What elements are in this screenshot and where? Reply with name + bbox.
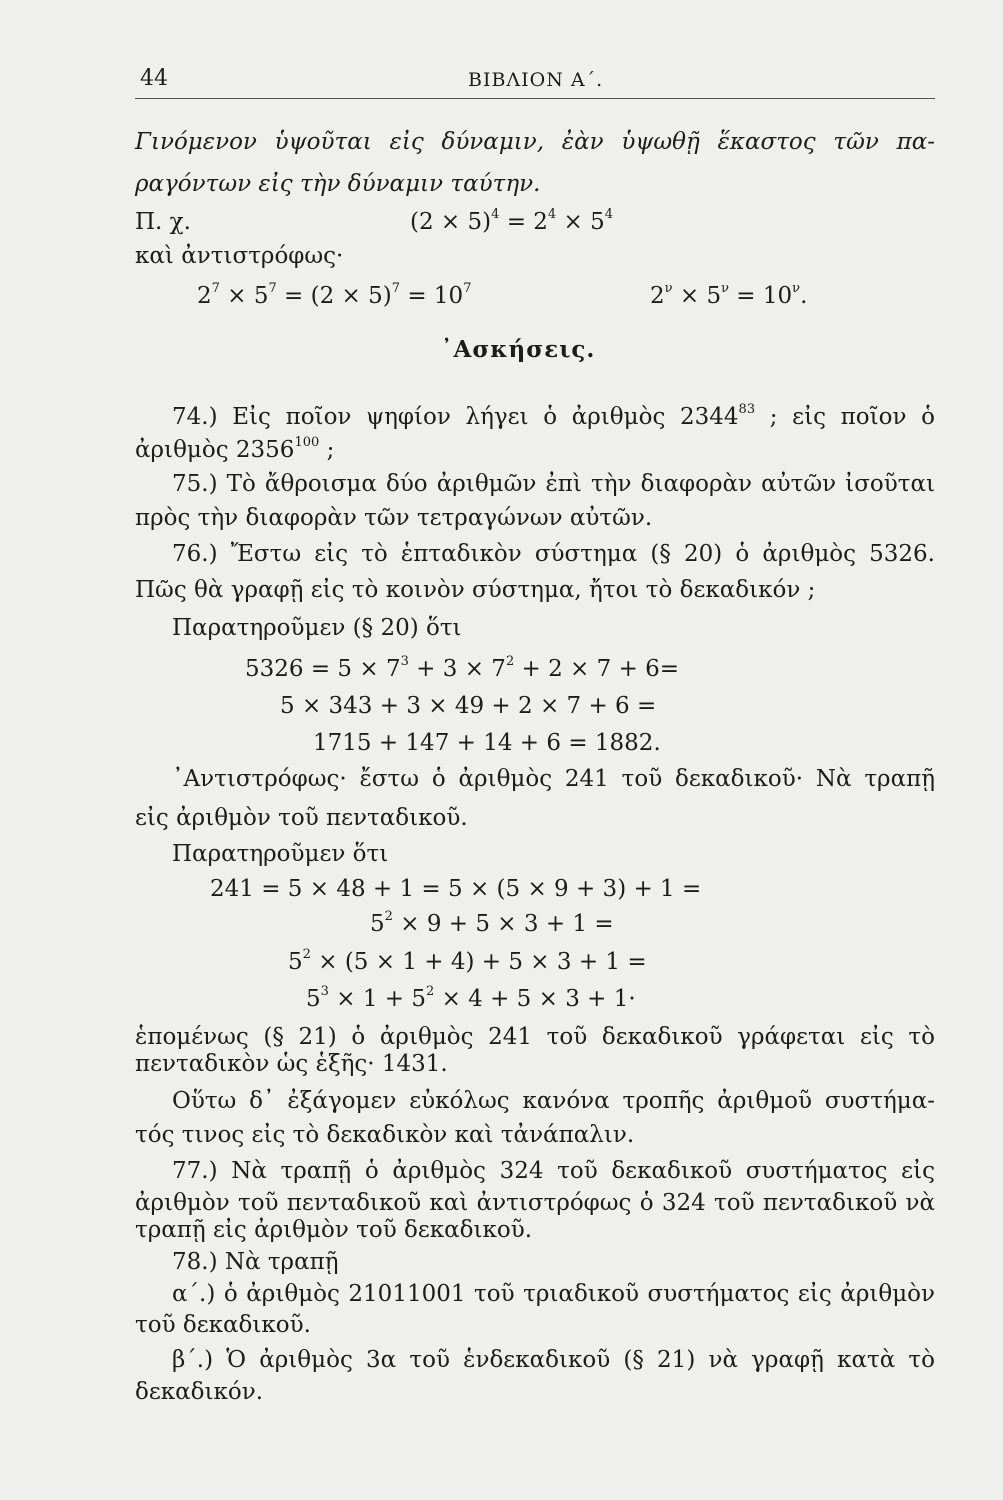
exercise-76-line-1: 76.) Ἔστω εἰς τὸ ἑπταδικὸν σύστημα (§ 20) ὁ ἀριθμὸς 5326. (172, 541, 935, 567)
equation-241-step-2: $5^2 \times 9 + 5 \times 3 + 1$ = (370, 909, 614, 937)
conclusion-line-1: ἑπομένως (§ 21) ὁ ἀριθμὸς 241 τοῦ δεκαδικοῦ γράφεται εἰς τὸ (135, 1024, 935, 1050)
exercise-75-line-1: 75.) Τὸ ἄθροισμα δύο ἀριθμῶν ἐπὶ τὴν διαφορὰν αὐτῶν ἰσοῦται (172, 471, 935, 497)
exercise-78-b-line-1: β΄.) Ὁ ἀριθμὸς 3α τοῦ ἑνδεκαδικοῦ (§ 21) νὰ γραφῇ κατὰ τὸ (172, 1347, 935, 1373)
exercise-76-line-2: Πῶς θὰ γραφῇ εἰς τὸ κοινὸν σύστημα, ἤτοι τὸ δεκαδικόν ; (135, 577, 816, 603)
exercise-74-line-2: ἀριθμὸς 2356$^{100}$ ; (135, 435, 335, 463)
equation-power-product: $(2 \times 5)^4 = 2^4 \times 5^4$ (410, 207, 614, 235)
conversely-line-1: ᾿Αντιστρόφως· ἔστω ὁ ἀριθμὸς 241 τοῦ δεκαδικοῦ· Νὰ τραπῇ (172, 766, 935, 792)
intro-line-1: Γινόμενον ὑψοῦται εἰς δύναμιν, ἐὰν ὑψωθῇ ἕκαστος τῶν πα- (135, 129, 935, 155)
equation-power-seven: $2^7 \times 5^7 = (2 \times 5)^7 = 10^7$ (197, 281, 472, 309)
intro-line-2: ραγόντων εἰς τὴν δύναμιν ταύτην. (135, 171, 541, 197)
exercise-75-line-2: πρὸς τὴν διαφορὰν τῶν τετραγώνων αὐτῶν. (135, 505, 653, 531)
section-heading: ᾿Ασκήσεις. (441, 336, 596, 363)
conversely-line-3: Παρατηροῦμεν ὅτι (172, 841, 389, 867)
exercise-78-a-line-2: τοῦ δεκαδικοῦ. (135, 1312, 311, 1338)
exercise-78-b-line-2: δεκαδικόν. (135, 1379, 264, 1405)
equation-5326-step: 5 × 343 + 3 × 49 + 2 × 7 + 6 = (280, 693, 657, 719)
exercise-78-a-line-1: α΄.) ὁ ἀριθμὸς 21011001 τοῦ τριαδικοῦ συστήματος εἰς ἀριθμὸν (172, 1281, 935, 1307)
running-title: ΒΙΒΛΙΟΝ Α΄. (468, 69, 604, 91)
page-number: 44 (140, 66, 168, 91)
conversely-label: καὶ ἀντιστρόφως· (135, 243, 344, 269)
equation-power-nu: $2^\nu \times 5^\nu = 10^\nu$. (650, 281, 808, 309)
equation-5326-expansion: $5326 = 5 \times 7^3 + 3 \times 7^2 + 2 \times 7 + 6=$ (245, 654, 680, 682)
example-label: Π. χ. (135, 209, 191, 235)
header-rule (135, 98, 935, 99)
exercise-77-line-2: ἀριθμὸν τοῦ πενταδικοῦ καὶ ἀντιστρόφως ὁ 324 τοῦ πενταδικοῦ νὰ (135, 1190, 935, 1216)
equation-5326-result: 1715 + 147 + 14 + 6 = 1882. (313, 730, 661, 756)
equation-241-step-4: $5^3 \times 1 + 5^2 \times 4 + 5 \times 3 + 1\cdot$ (306, 984, 636, 1012)
running-header (135, 66, 935, 96)
exercise-77-line-3: τραπῇ εἰς ἀριθμὸν τοῦ δεκαδικοῦ. (135, 1217, 533, 1243)
exercise-78-line-1: 78.) Νὰ τραπῇ (172, 1249, 339, 1275)
conversely-line-2: εἰς ἀριθμὸν τοῦ πενταδικοῦ. (135, 805, 468, 831)
exercise-77-line-1: 77.) Νὰ τραπῇ ὁ ἀριθμὸς 324 τοῦ δεκαδικοῦ συστήματος εἰς (172, 1158, 935, 1184)
rule-line-2: τός τινος εἰς τὸ δεκαδικὸν καὶ τἀνάπαλιν. (135, 1122, 635, 1148)
rule-line-1: Οὕτω δ᾿ ἐξάγομεν εὐκόλως κανόνα τροπῆς ἀριθμοῦ συστήμα- (172, 1088, 935, 1114)
equation-241-step-3: $5^2 \times (5 \times 1 + 4) + 5 \times 3 + 1$ = (288, 947, 647, 975)
conclusion-line-2: πενταδικὸν ὡς ἑξῆς· 1431. (135, 1051, 448, 1077)
equation-241-step-1: 241 = 5 × 48 + 1 = 5 × (5 × 9 + 3) + 1 = (210, 876, 702, 902)
exercise-76-line-3: Παρατηροῦμεν (§ 20) ὅτι (172, 615, 462, 641)
exercise-74-line-1: 74.) Εἰς ποῖον ψηφίον λήγει ὁ ἀριθμὸς 2344$^{83}$ ; εἰς ποῖον ὁ (172, 402, 936, 430)
